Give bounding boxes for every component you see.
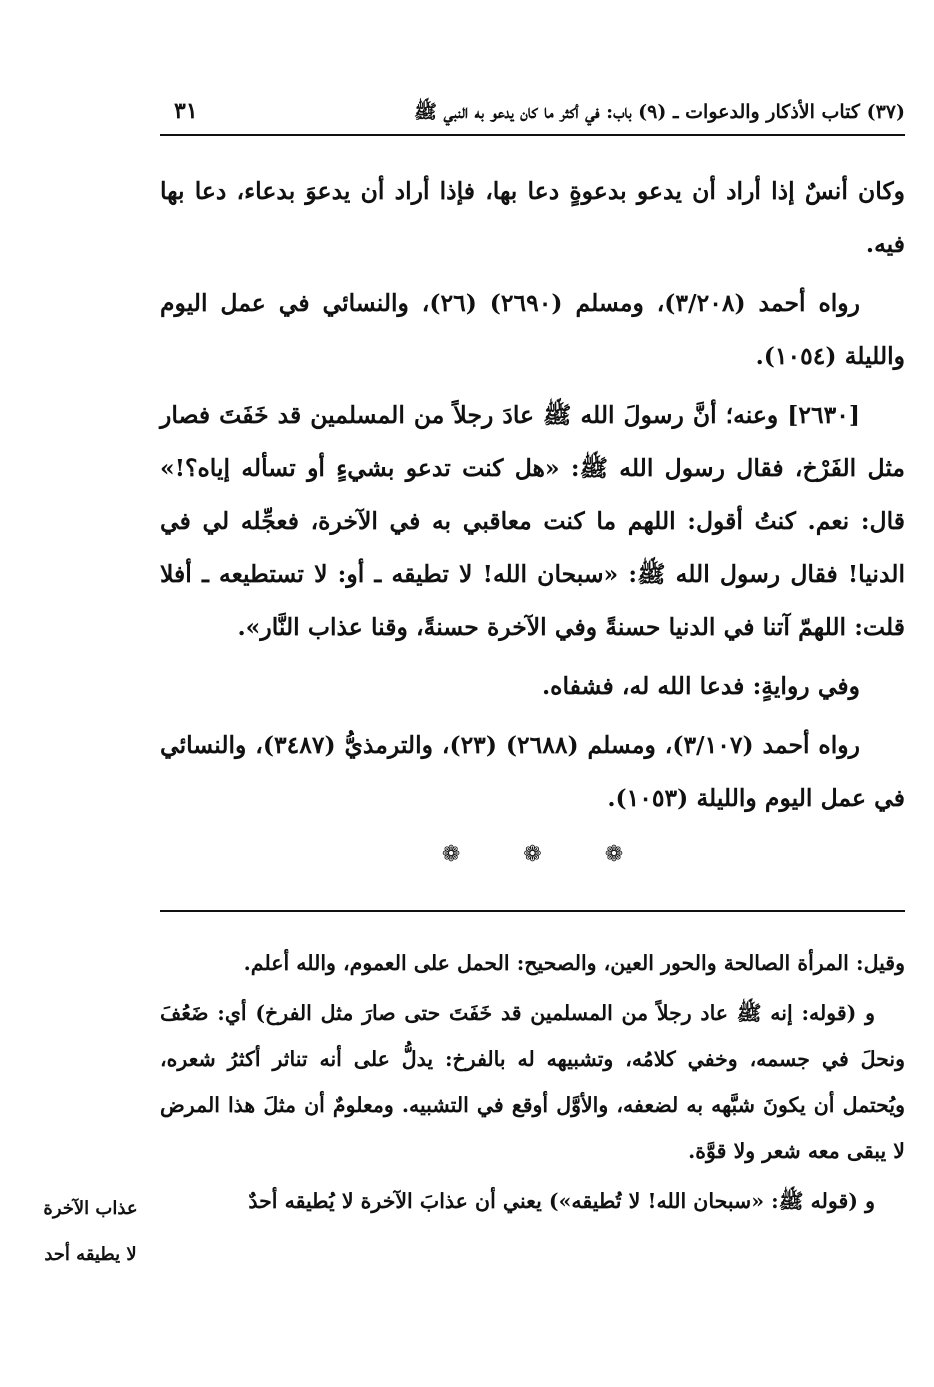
header-rule [160,134,905,136]
running-header [160,96,905,132]
margin-note-line: عذاب الآخرة [43,1198,138,1219]
chapter-title: (٣٧) كتاب الأذكار والدعوات ـ (٩) باب: في أكثر ما كان يدعو به النبي ﷺ [413,101,905,123]
paragraph-citation-2: رواه أحمد (٣/١٠٧)، ومسلم (٢٦٨٨) (٢٣)، والترمذيُّ (٣٤٨٧)، والنسائي في عمل اليوم والليلة (١٠٥٣). [160,731,905,812]
footnote-paragraph: و (قوله: إنه ﷺ عاد رجلاً من المسلمين قد خَفَتَ حتى صارَ مثل الفرخ) أي: ضَعُفَ ونحلَ في جسمه، وخفي كلامُه، وتشبيهه له بالفرخ: يدلُّ على أنه تناثر أكثرُ شعره، ويُحتمل أن يكونَ شبَّهه به لضعفه، والأوَّل أوقع في التشبيه. ومعلومٌ أن مثلَ هذا المرض لا يبقى معه شعر ولا قوَّة. [160,1001,905,1163]
footnote-paragraph: وقيل: المرأة الصالحة والحور العين، والصحيح: الحمل على العموم، والله أعلم. [243,951,905,975]
page-number: ٣١ [174,98,198,124]
margin-note [28,1186,153,1278]
commentary-footnotes [160,940,905,1228]
footnote-rule [160,910,905,912]
star-ornament: ❁ [523,842,542,867]
hadith-number: [٢٦٣٠] [787,401,861,429]
star-ornament: ❁ [441,842,461,867]
main-text [160,165,905,831]
star-ornament: ❁ [604,842,624,867]
footnote-paragraph: و (قوله ﷺ: «سبحان الله! لا تُطيقه») يعني أن عذابَ الآخرة لا يُطيقه أحدٌ [248,1189,875,1213]
hadith-text: وعنه؛ أنَّ رسولَ الله ﷺ عادَ رجلاً من المسلمين قد خَفَتَ فصار مثل الفَرْخ، فقال رسول الله ﷺ: «هل كنت تدعو بشيءٍ أو تسأله إياه؟!» قال: نعم. كنتُ أقول: اللهم ما كنت معاقبي به في الآخرة، فعجِّله لي في الدنيا! فقال رسول الله ﷺ: «سبحان الله! لا تطيقه ـ أو: لا تستطيعه ـ أفلا قلت: اللهمّ آتنا في الدنيا حسنةً وفي الآخرة حسنةً، وقنا عذاب النَّار». [160,401,905,641]
paragraph-hadith-2630 [160,389,905,654]
margin-note-line: لا يطيقه أحد [44,1244,137,1265]
paragraph-riwaya: وفي روايةٍ: فدعا الله له، فشفاه. [541,672,860,700]
section-separator [160,842,905,867]
paragraph-citation-1: رواه أحمد (٣/٢٠٨)، ومسلم (٢٦٩٠) (٢٦)، والنسائي في عمل اليوم والليلة (١٠٥٤). [160,289,905,370]
paragraph-anas: وكان أنسٌ إذا أراد أن يدعو بدعوةٍ دعا بها، فإذا أراد أن يدعوَ بدعاء، دعا بها فيه. [160,177,905,258]
